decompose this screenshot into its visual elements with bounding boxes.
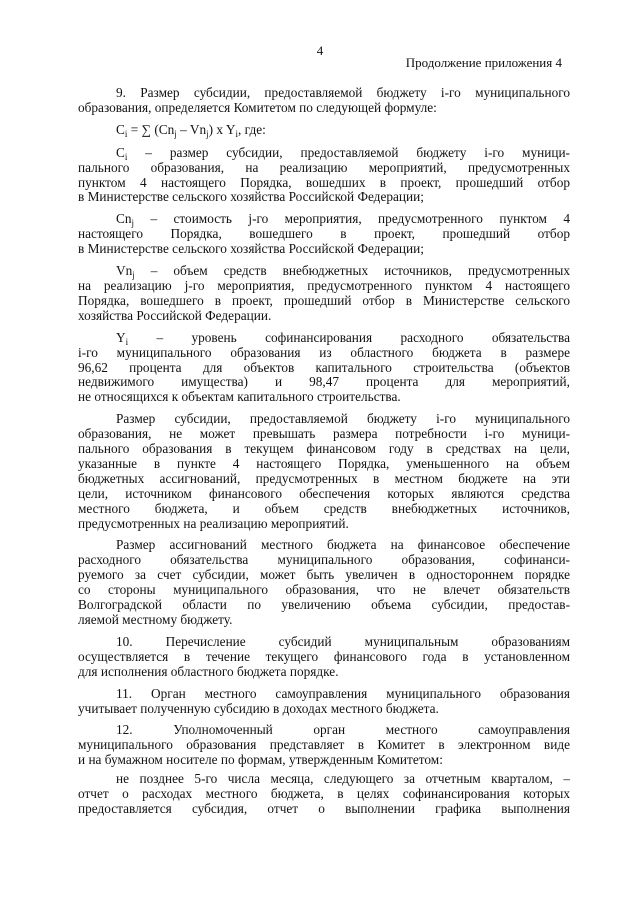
formula-sub: j [174,128,177,139]
definition-vnj [78,264,570,324]
text-line: бюджетных ассигнований, предусмотренных в местном бюджете на эти [78,470,570,486]
formula-lhs: C [116,121,125,137]
subscript: i [124,151,128,162]
paragraph-allocations [78,538,570,627]
text-line: 96,62 процента для объектов капитального строительства (объектов [78,359,570,375]
paragraph-10 [78,635,570,680]
formula-part: = ∑ (Cn [127,121,175,137]
paragraph-11 [78,687,570,717]
text-line: пунктом 4 настоящего Порядка, вошедших в проект, прошедший отбор [78,174,570,190]
text-line: расходного обязательства муниципального образования, софинанси- [78,552,570,568]
text-line: предусмотренных на реализацию мероприятий. [78,515,349,531]
text-line: местного бюджета, и объем средств внебюджетных источников, [78,500,570,516]
definition-ci [78,146,570,206]
formula-sub: j [206,128,209,139]
formula-sub: i [235,128,238,139]
text-line: отчет о расходах местного бюджета, в целях софинансирования которых [78,786,570,802]
text-line: образования, не может превышать размера потребности i-го муници- [78,426,570,442]
text-line: на реализацию j-го мероприятия, предусмотренного пунктом 4 настоящего [78,277,570,293]
page-number: 4 [316,43,324,58]
text-line: ляемой местному бюджету. [78,612,233,627]
text-line: осуществляется в течение текущего финансового года в установленном [78,648,570,664]
text-line: Порядка, вошедшего в проект, прошедший отбор в Министерстве сельского [78,292,570,308]
paragraph-deadline [78,772,570,817]
text-line: со стороны муниципального образования, что не влечет обязательств [78,582,570,598]
text-line: в Министерстве сельского хозяйства Российской Федерации; [78,241,424,257]
text-line: Размер ассигнований местного бюджета на финансовое обеспечение [116,537,570,553]
subsidy-formula [78,123,570,138]
subscript: j [132,270,135,281]
paragraph-12 [78,723,570,768]
subscript: j [131,218,135,229]
document-body [78,86,570,817]
text-line: для исполнения областного бюджета порядке. [78,663,339,679]
text-line: настоящего Порядка, вошедшего в проект, прошедший отбор [78,226,570,242]
text-line: учитывает полученную субсидию в доходах местного бюджета. [78,700,439,716]
text-line: указанные в пункте 4 настоящего Порядка, уменьшенного на объем [78,455,570,471]
formula-part: – Vn [176,121,207,137]
text-line: $Vn_j$ – объем средств внебюджетных источников, предусмотренных [116,263,570,281]
text-line: пального образования, на реализацию мероприятий, предусмотренных [78,159,570,175]
text-line: предоставляется субсидия, отчет о выполнении графика выполнения [78,800,570,816]
text-line: 9. Размер субсидии, предоставляемой бюджету i-го муниципального [116,85,570,100]
text-line: пального образования в текущем финансовом году в средствах на цели, [78,441,570,457]
text-line: не позднее 5-го числа месяца, следующего за отчетным кварталом, – [116,771,570,787]
continuation-label: Продолжение приложения 4 [405,55,562,70]
text-line: $Cn_j$ – стоимость j-го мероприятия, предусмотренного пунктом 4 [116,211,570,229]
text-line: в Министерстве сельского хозяйства Российской Федерации; [78,189,424,205]
text-line: недвижимого имущества) и 98,47 процента для мероприятий, [78,374,570,390]
text-line: 12. Уполномоченный орган местного самоуправления [116,722,570,738]
text-line: цели, источником финансового обеспечения которых являются средства [78,485,570,501]
text-line: муниципального образования представляет в Комитет в электронном виде [78,737,570,753]
formula-part: ) x Y [208,121,236,137]
text-line: 11. Орган местного самоуправления муниципального образования [116,685,570,701]
paragraph-9 [78,86,570,116]
formula-part: , где: [238,121,266,137]
text-line: 10. Перечисление субсидий муниципальным образованиям [116,633,570,649]
formula-sub: i [124,128,128,139]
text-line: Волгоградской области по увеличению объема субсидии, предостав- [78,597,570,613]
text-line: хозяйства Российской Федерации. [78,307,272,323]
text-line: руемого за счет субсидии, может быть увеличен в одностороннем порядке [78,567,570,583]
text-line: и на бумажном носителе по формам, утвержденным Комитетом: [78,752,443,768]
text-line: $Y_i$ – уровень софинансирования расходного обязательства [116,329,570,347]
subscript: i [125,336,129,347]
text-line: i-го муниципального образования из областного бюджета в размере [78,344,570,360]
text-line: $C_i$ – размер субсидии, предоставляемой бюджету i-го муници- [116,144,570,162]
text-line: не относящихся к объектам капитального строительства. [78,389,401,405]
text-line: Размер субсидии, предоставляемой бюджету i-го муниципального [116,411,570,427]
paragraph-subsidy-limit [78,412,570,531]
definition-cnj [78,212,570,257]
text-line: образования, определяется Комитетом по следующей формуле: [78,99,437,115]
definition-yi [78,331,570,406]
